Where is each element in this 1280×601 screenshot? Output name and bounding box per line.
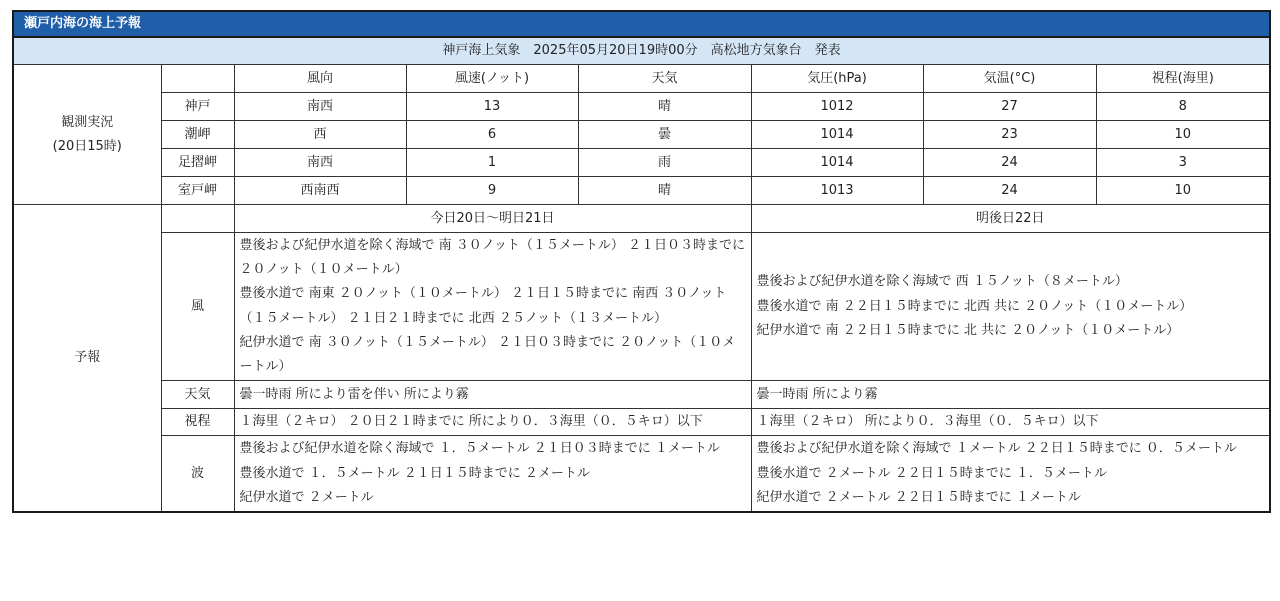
station-name: 室戸岬 [161,177,234,205]
col-header-visibility: 視程(海里) [1096,65,1270,93]
forecast-wind-today [234,233,751,381]
col-header-wind-direction: 風向 [234,65,406,93]
observation-label: 観測実況 [61,114,114,130]
obs-value: 1014 [751,121,923,149]
forecast-corner-cell [161,205,234,233]
obs-value: 南西 [234,93,406,121]
forecast-line: 豊後および紀伊水道を除く海域で １．５メートル ２１日０３時までに １メートル [239,441,720,457]
marine-forecast-table [12,10,1271,513]
obs-value: 8 [1096,93,1270,121]
obs-value: 10 [1096,121,1270,149]
forecast-line: 豊後水道で 南東 ２０ノット（１０メートル） ２１日１５時までに 南西 ３０ノット（１５メートル） ２１日２１時までに 北西 ２５ノット（１３メートル） [239,286,727,326]
forecast-weather-day-after: 曇一時雨 所により霧 [751,381,1270,409]
forecast-waves-day-after [751,436,1270,512]
forecast-waves-today [234,436,751,512]
forecast-line: 豊後水道で １．５メートル ２１日１５時までに ２メートル [239,465,590,481]
obs-value: 6 [406,121,578,149]
forecast-line: 紀伊水道で ２メートル [239,489,374,505]
obs-value: 10 [1096,177,1270,205]
forecast-line: 豊後および紀伊水道を除く海域で 西 １５ノット（８メートル） [756,274,1128,290]
forecast-label-weather: 天気 [161,381,234,409]
obs-value: 晴 [578,177,751,205]
obs-value: 晴 [578,93,751,121]
obs-value: 1013 [751,177,923,205]
table-row [13,93,1270,121]
observation-time: (20日15時) [52,138,122,154]
obs-value: 南西 [234,149,406,177]
obs-value: 1 [406,149,578,177]
forecast-row-waves [13,436,1270,512]
forecast-period-today: 今日20日～明日21日 [234,205,751,233]
forecast-section-label: 予報 [13,205,161,513]
table-row [13,121,1270,149]
obs-value: 雨 [578,149,751,177]
station-name: 足摺岬 [161,149,234,177]
station-name: 神戸 [161,93,234,121]
obs-value: 13 [406,93,578,121]
col-header-temperature: 気温(°C) [923,65,1096,93]
forecast-label-waves: 波 [161,436,234,512]
obs-value: 24 [923,177,1096,205]
forecast-line: 紀伊水道で 南 ２２日１５時までに 北 共に ２０ノット（１０メートル） [756,322,1180,338]
forecast-row-visibility [13,409,1270,436]
forecast-row-weather [13,381,1270,409]
marine-forecast-panel [12,10,1269,513]
table-row [13,149,1270,177]
forecast-visibility-day-after: １海里（２キロ） 所により０．３海里（０．５キロ）以下 [751,409,1270,436]
col-header-pressure: 気圧(hPa) [751,65,923,93]
obs-value: 1014 [751,149,923,177]
observation-corner-cell [161,65,234,93]
forecast-wind-day-after [751,233,1270,381]
forecast-weather-today: 曇一時雨 所により雷を伴い 所により霧 [234,381,751,409]
table-row [13,177,1270,205]
obs-value: 西南西 [234,177,406,205]
forecast-period-day-after: 明後日22日 [751,205,1270,233]
obs-value: 曇 [578,121,751,149]
forecast-visibility-today: １海里（２キロ） ２０日２１時までに 所により０．３海里（０．５キロ）以下 [234,409,751,436]
obs-value: 3 [1096,149,1270,177]
forecast-label-visibility: 視程 [161,409,234,436]
forecast-line: 紀伊水道で ２メートル ２２日１５時までに １メートル [756,489,1081,505]
issuance-info: 神戸海上気象 2025年05月20日19時00分 高松地方気象台 発表 [13,37,1270,65]
col-header-weather: 天気 [578,65,751,93]
forecast-line: 紀伊水道で 南 ３０ノット（１５メートル） ２１日０３時までに ２０ノット（１０メートル） [239,334,736,375]
forecast-line: 豊後水道で 南 ２２日１５時までに 北西 共に ２０ノット（１０メートル） [756,298,1193,314]
obs-value: 24 [923,149,1096,177]
forecast-row-wind [13,233,1270,381]
forecast-line: 豊後および紀伊水道を除く海域で 南 ３０ノット（１５メートル） ２１日０３時までに ２０ノット（１０メートル） [239,238,745,278]
observation-section-label [13,65,161,205]
forecast-label-wind: 風 [161,233,234,381]
col-header-wind-speed: 風速(ノット) [406,65,578,93]
obs-value: 23 [923,121,1096,149]
forecast-line: 豊後および紀伊水道を除く海域で １メートル ２２日１５時までに ０．５メートル [756,441,1237,457]
forecast-line: 豊後水道で ２メートル ２２日１５時までに １．５メートル [756,465,1107,481]
obs-value: 1012 [751,93,923,121]
station-name: 潮岬 [161,121,234,149]
page-title: 瀬戸内海の海上予報 [13,11,1270,37]
obs-value: 27 [923,93,1096,121]
obs-value: 西 [234,121,406,149]
obs-value: 9 [406,177,578,205]
